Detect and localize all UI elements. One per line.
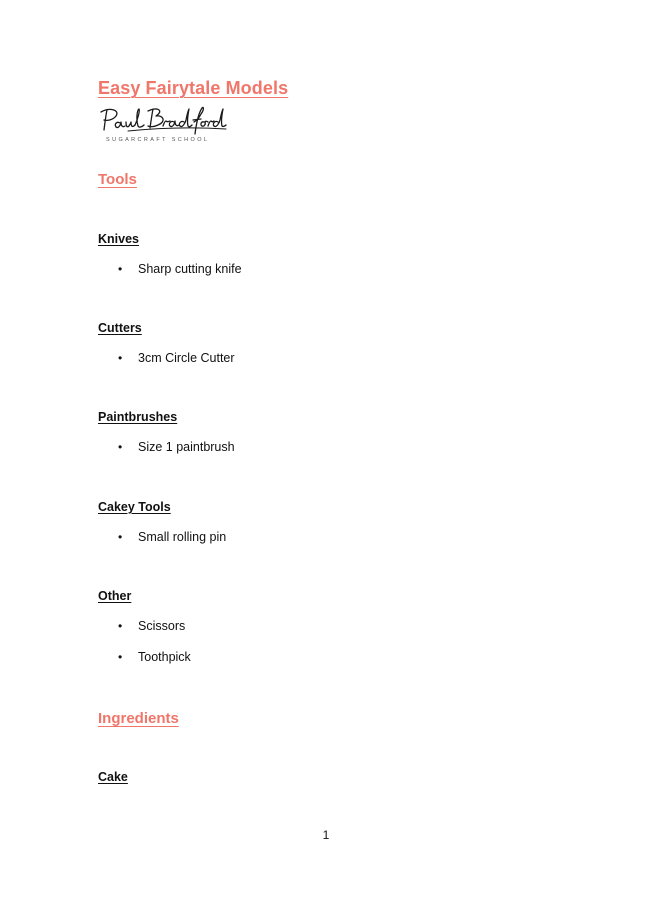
- page-number: 1: [322, 828, 330, 842]
- list-item-text: Sharp cutting knife: [138, 262, 242, 276]
- paul-bradford-logo: [98, 104, 230, 148]
- subheading-cake: Cake: [98, 770, 128, 784]
- list-item-text: Toothpick: [138, 650, 191, 664]
- bullet-icon: •: [118, 440, 123, 454]
- list-item-text: Scissors: [138, 619, 186, 633]
- signature-logo-icon: [98, 104, 230, 138]
- section-heading-ingredients: Ingredients: [98, 710, 179, 727]
- logo-subtitle: SUGARCRAFT SCHOOL: [106, 137, 210, 143]
- subheading-other: Other: [98, 589, 132, 603]
- bullet-icon: •: [118, 650, 123, 664]
- list-item: [118, 650, 191, 664]
- list-item-text: Small rolling pin: [138, 530, 227, 544]
- bullet-icon: •: [118, 619, 123, 633]
- list-item: [118, 619, 185, 633]
- subheading-paintbrushes: Paintbrushes: [98, 410, 178, 424]
- list-item: [118, 262, 242, 276]
- list-item: [118, 530, 226, 544]
- subheading-knives: Knives: [98, 232, 139, 246]
- subheading-cakey-tools: Cakey Tools: [98, 500, 171, 514]
- bullet-icon: •: [118, 530, 123, 544]
- list-item-text: 3cm Circle Cutter: [138, 351, 235, 365]
- section-heading-tools: Tools: [98, 171, 137, 188]
- bullet-icon: •: [118, 262, 123, 276]
- list-item: [118, 351, 235, 365]
- bullet-icon: •: [118, 351, 123, 365]
- subheading-cutters: Cutters: [98, 321, 142, 335]
- list-item-text: Size 1 paintbrush: [138, 440, 235, 454]
- list-item: [118, 440, 235, 454]
- document-title: Easy Fairytale Models: [98, 78, 289, 98]
